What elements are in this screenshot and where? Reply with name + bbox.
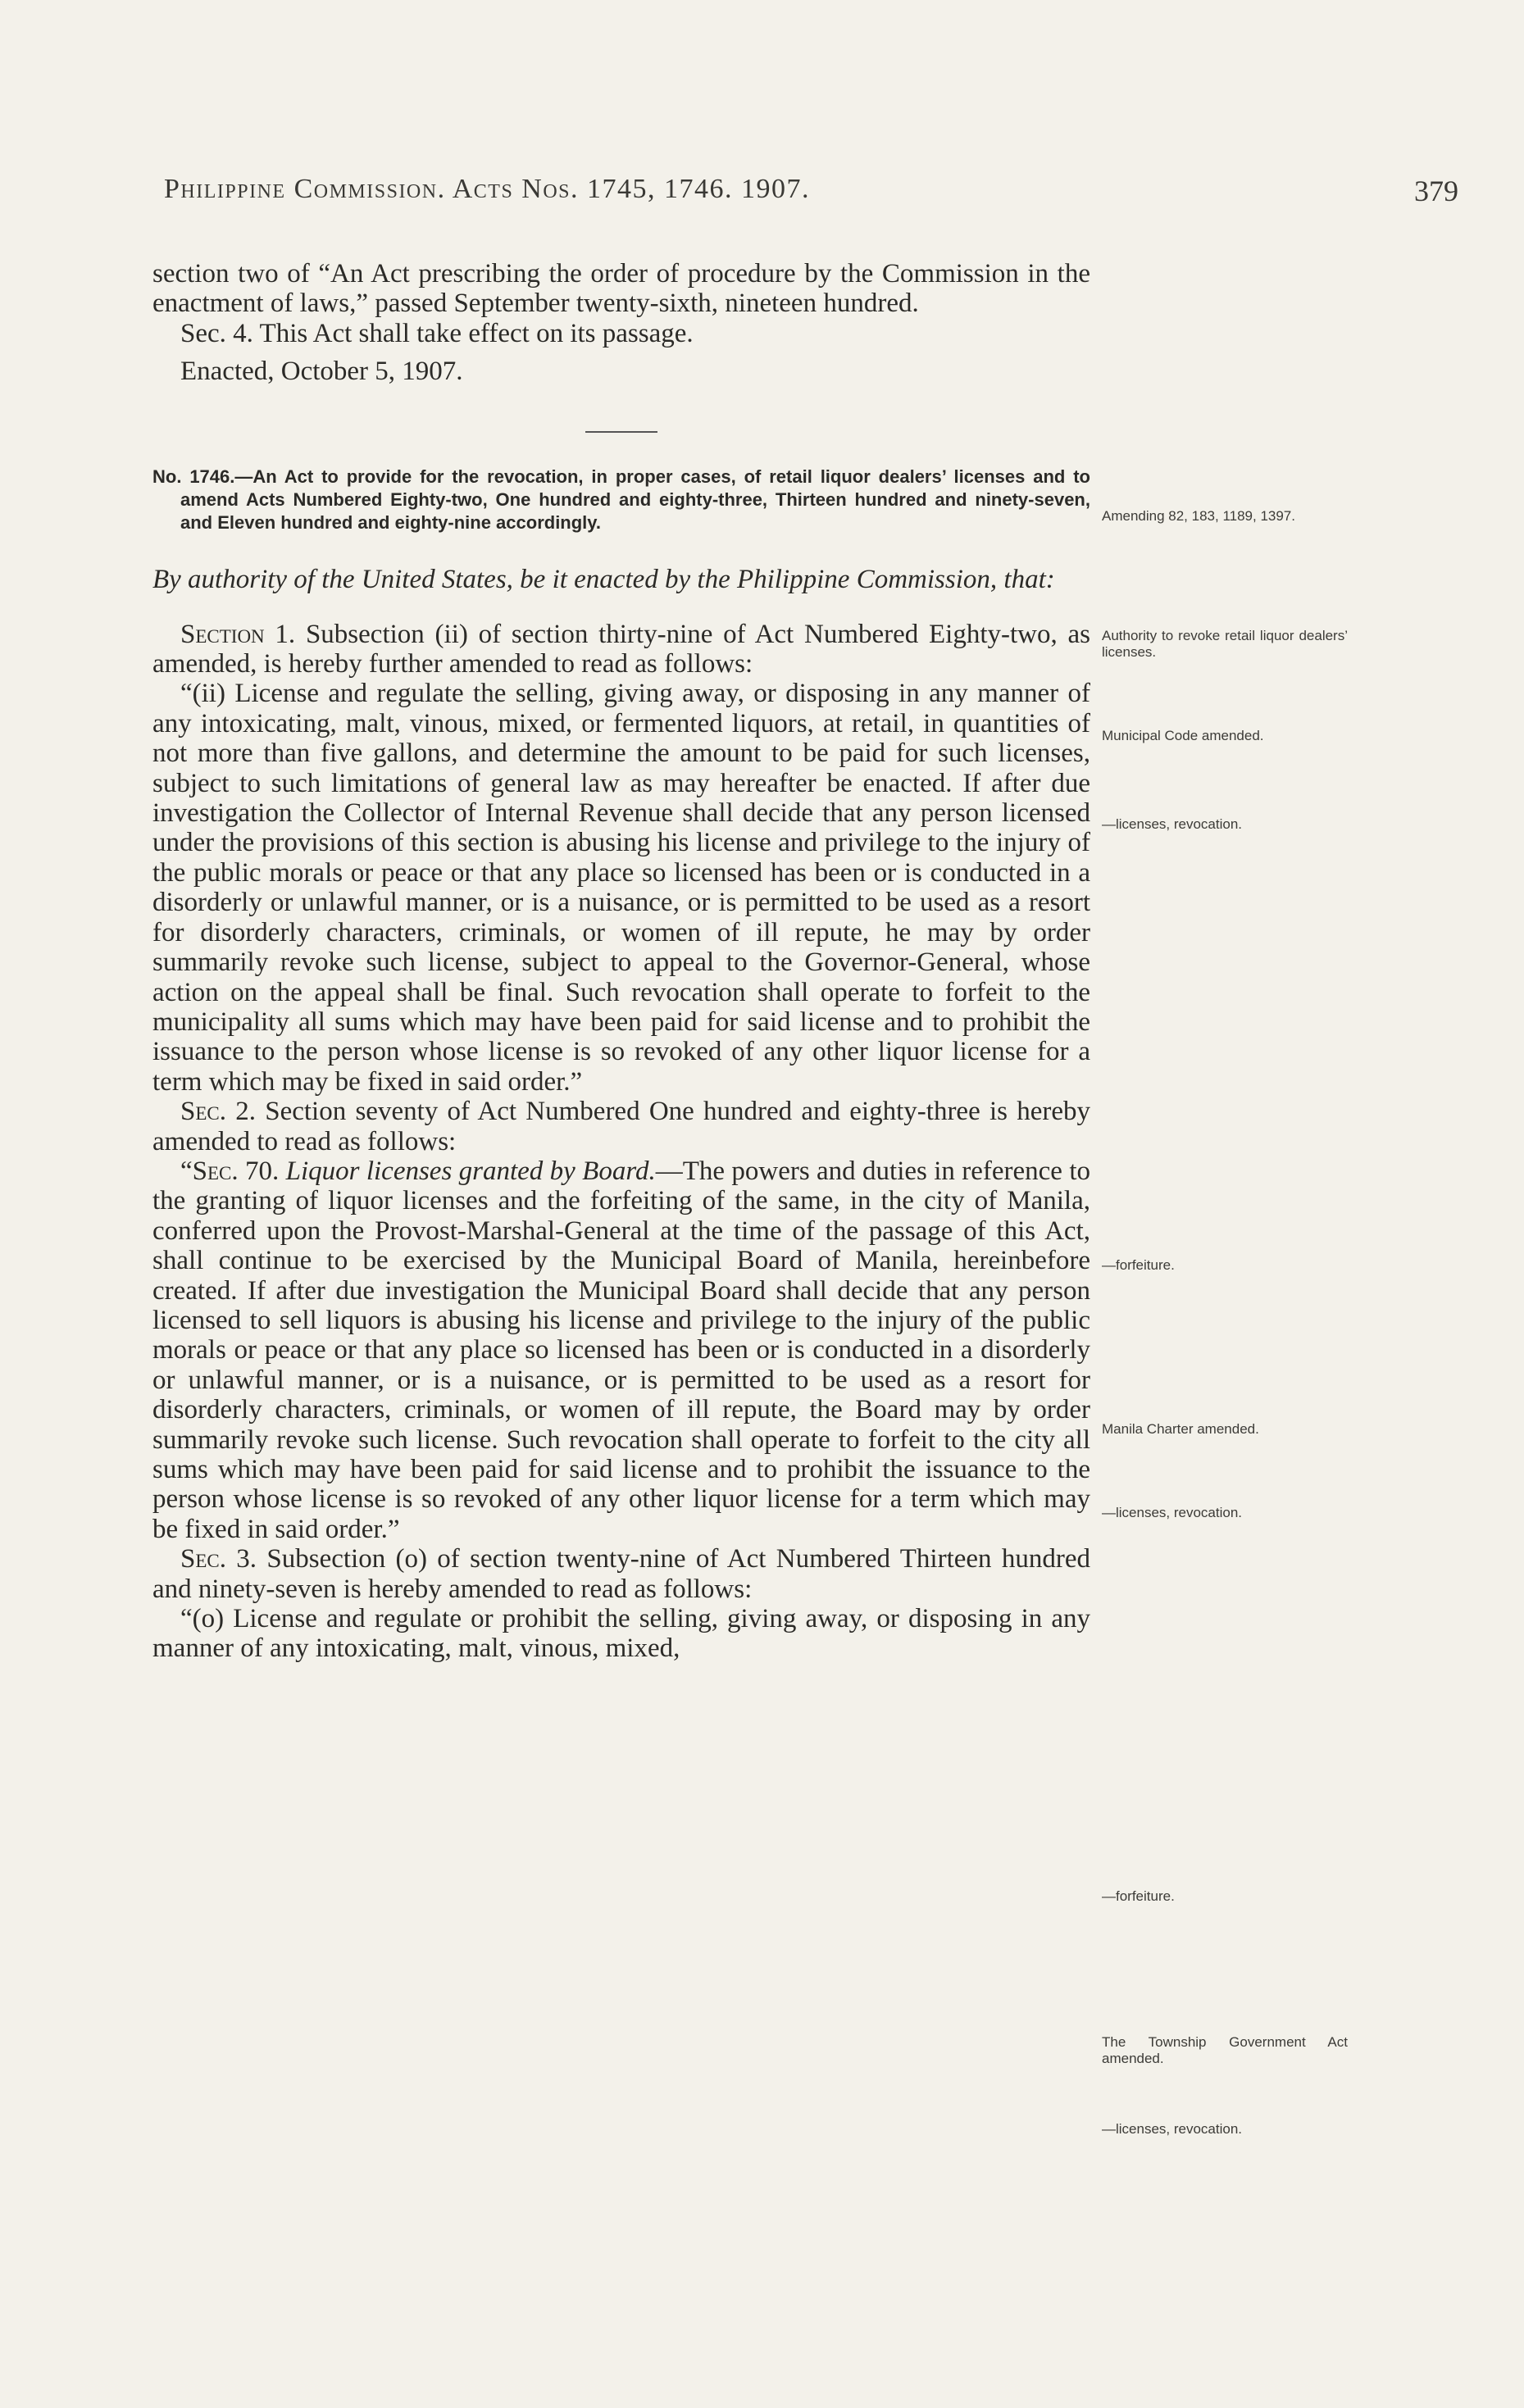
section-1-label: Section 1. [180, 619, 296, 649]
margin-note: Manila Charter amended. [1102, 1421, 1259, 1437]
section-2-text: Section seventy of Act Numbered One hundred and eighty-three is hereby amended to read as follows: [152, 1097, 1090, 1156]
section-70-heading: Liquor licenses granted by Board. [285, 1156, 656, 1186]
main-text-column [152, 259, 1090, 1664]
margin-note: Amending 82, 183, 1189, 1397. [1102, 508, 1295, 524]
margin-note: —licenses, revocation. [1102, 2121, 1243, 2137]
margin-note: —forfeiture. [1102, 1888, 1175, 1904]
running-header [164, 174, 1458, 215]
margin-note: The Township Government Act amended. [1102, 2034, 1348, 2066]
margin-note: Municipal Code amended. [1102, 728, 1264, 743]
quoted-section-70 [152, 1156, 1090, 1544]
section-1 [152, 620, 1090, 679]
margin-note: —forfeiture. [1102, 1257, 1175, 1273]
act-title: No. 1746.—An Act to provide for the revocation, in proper cases, of retail liquor dealers’ licenses and to amend Acts Numbered Eighty-two, One hundred and eighty-three, Thirteen hundred and ninety-seven, and Eleven hundred and eighty-nine accordingly. [152, 466, 1090, 533]
section-70-text: —The powers and duties in reference to the granting of liquor licenses and the forfeiting of the same, in the city of Manila, conferred upon the Provost-Marshal-General at the time of the passage of this Act, shall continue to be exercised by the Municipal Board of Manila, hereinbefore created. If after due investigation the Municipal Board shall decide that any person licensed to sell liquors is abusing his license and privilege to the injury of the public morals or peace or that any place so licensed has been or is conducted in a disorderly or unlawful manner, or is a nuisance, or is permitted to be used as a resort for disorderly characters, criminals, or women of ill repute, the Board may by order summarily revoke such license. Such revocation shall operate to forfeit to the city all sums which may have been paid for said license and to prohibit the issuance to the person whose license is so revoked of any other liquor license for a term which may be fixed in said order.” [152, 1156, 1090, 1544]
quoted-subsection-o: “(o) License and regulate or prohibit the selling, giving away, or disposing in any manner of any intoxicating, malt, vinous, mixed, [152, 1604, 1090, 1664]
section-3 [152, 1544, 1090, 1604]
margin-note: Authority to revoke retail liquor dealers’ licenses. [1102, 628, 1348, 660]
page-number: 379 [1414, 175, 1458, 207]
separator-rule [585, 431, 657, 433]
section-70-lead: “Sec. 70. [180, 1156, 280, 1186]
enacted-date: Enacted, October 5, 1907. [180, 357, 463, 387]
section-1-text: Subsection (ii) of section thirty-nine of Act Numbered Eighty-two, as amended, is hereby further amended to read as follows: [152, 619, 1091, 679]
section-2-label: Sec. 2. [180, 1097, 256, 1127]
section-2 [152, 1097, 1090, 1156]
section-4: Sec. 4. This Act shall take effect on its passage. [180, 318, 694, 348]
continuation-paragraph: section two of “An Act prescribing the order of procedure by the Commission in the enactment of laws,” passed September twenty-sixth, nineteen hundred. [152, 259, 1090, 319]
section-3-text: Subsection (o) of section twenty-nine of Act Numbered Thirteen hundred and ninety-seven is hereby amended to read as follows: [152, 1544, 1090, 1604]
header-title: Philippine Commission. Acts Nos. 1745, 1746. 1907. [164, 174, 811, 204]
enacting-clause: By authority of the United States, be it enacted by the Philippine Commission, that: [152, 564, 1055, 594]
margin-note: —licenses, revocation. [1102, 1505, 1243, 1520]
quoted-subsection-ii: “(ii) License and regulate the selling, giving away, or disposing in any manner of any intoxicating, malt, vinous, mixed, or fermented liquors, at retail, in quantities of not more than five gallons, and determine the amount to be paid for such licenses, subject to such limitations of general law as may hereafter be enacted. If after due investigation the Collector of Internal Revenue shall decide that any person licensed under the provisions of this section is abusing his license and privilege to the injury of the public morals or peace or that any place so licensed has been or is conducted in a disorderly or unlawful manner, or is a nuisance, or is permitted to be used as a resort for disorderly characters, criminals, or women of ill repute, he may by order summarily revoke such license, subject to appeal to the Governor-General, whose action on the appeal shall be final. Such revocation shall operate to forfeit to the municipality all sums which may have been paid for said license and to prohibit the issuance to the person whose license is so revoked of any other liquor license for a term which may be fixed in said order.” [152, 679, 1090, 1097]
margin-note: —licenses, revocation. [1102, 816, 1243, 832]
section-3-label: Sec. 3. [180, 1544, 257, 1574]
